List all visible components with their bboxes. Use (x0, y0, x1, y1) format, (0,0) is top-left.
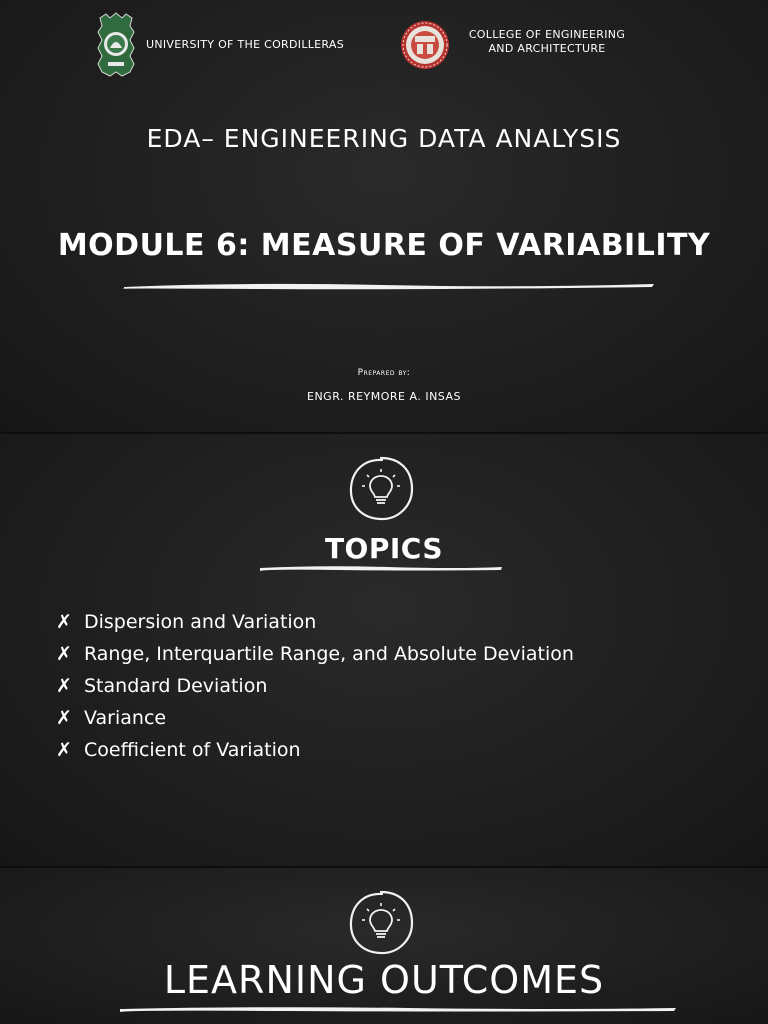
learning-outcomes-title: LEARNING OUTCOMES (163, 958, 605, 1002)
topic-list (56, 606, 574, 766)
topics-title-underline (258, 562, 504, 574)
topic-text: Standard Deviation (84, 675, 268, 697)
topics-slide (0, 434, 768, 866)
cross-mark-icon: ✗ (56, 643, 72, 665)
university-name: UNIVERSITY OF THE CORDILLERAS (146, 38, 345, 51)
topic-text: Range, Interquartile Range, and Absolute Deviation (84, 643, 574, 665)
topic-text: Coefficient of Variation (84, 739, 301, 761)
university-seal-icon (96, 12, 136, 78)
title-slide (0, 0, 768, 432)
course-title: EDA– ENGINEERING DATA ANALYSIS (146, 124, 622, 153)
college-name-line-2: AND ARCHITECTURE (488, 42, 606, 55)
cross-mark-icon: ✗ (56, 675, 72, 697)
lightbulb-icon (348, 456, 414, 522)
topics-title: TOPICS (324, 532, 444, 565)
cross-mark-icon: ✗ (56, 707, 72, 729)
college-name (462, 28, 632, 56)
topic-item (56, 638, 574, 670)
topic-item (56, 702, 574, 734)
college-name-line-1: COLLEGE OF ENGINEERING (468, 28, 626, 41)
learning-outcomes-underline (118, 1004, 678, 1014)
author-name: ENGR. REYMORE A. INSAS (307, 390, 461, 403)
module-title-underline (122, 280, 656, 292)
topic-item (56, 670, 574, 702)
topic-item (56, 606, 574, 638)
college-seal-icon (400, 18, 450, 72)
learning-outcomes-slide (0, 868, 768, 1024)
topic-item (56, 734, 574, 766)
lightbulb-icon (348, 890, 414, 956)
module-title: MODULE 6: MEASURE OF VARIABILITY (57, 228, 711, 263)
topic-text: Variance (84, 707, 167, 729)
prepared-by-label: Prepared by: (357, 368, 411, 378)
cross-mark-icon: ✗ (56, 611, 72, 633)
cross-mark-icon: ✗ (56, 739, 72, 761)
topic-text: Dispersion and Variation (84, 611, 317, 633)
